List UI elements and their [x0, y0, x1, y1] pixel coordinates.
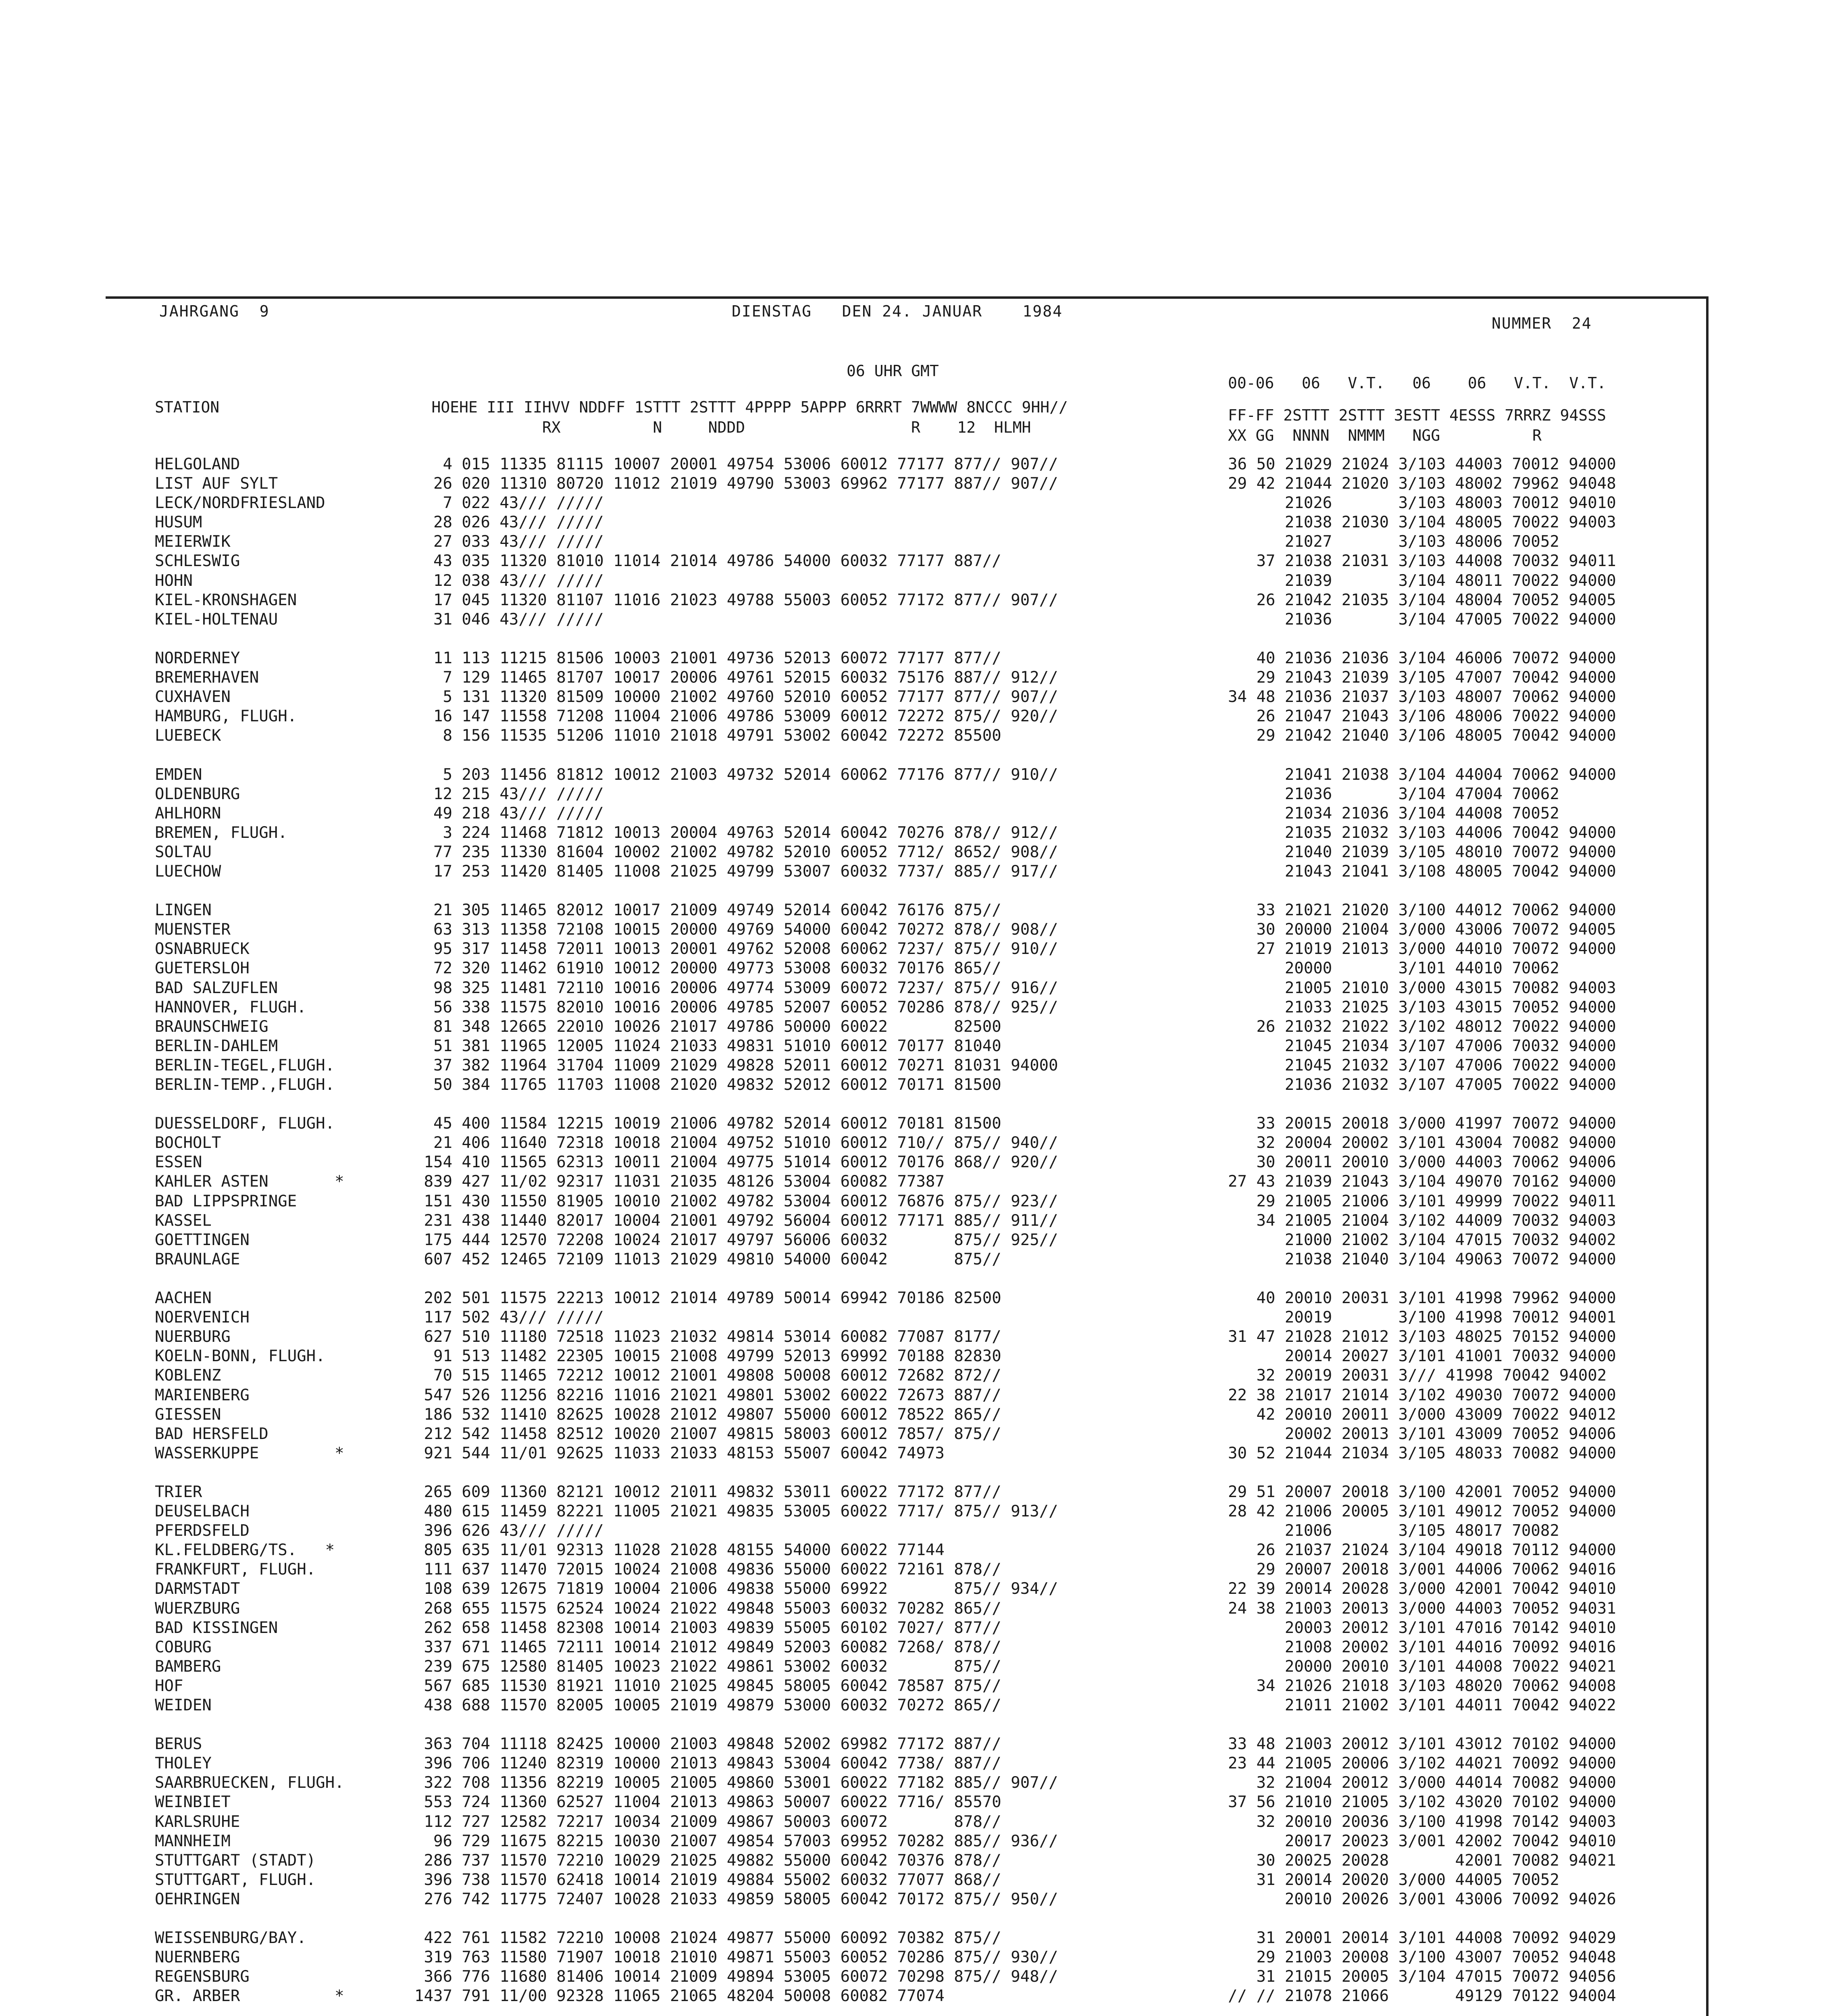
- station-name: KL.FELDBERG/TS. *: [155, 1541, 335, 1560]
- station-name: LUEBECK: [155, 727, 221, 745]
- group-spacer: [414, 881, 1058, 901]
- station-name: EMDEN: [155, 765, 202, 784]
- synop-row-left: 921 544 11/01 92625 11033 21033 48153 55007 60042 74973: [414, 1444, 945, 1462]
- synop-row-right: 37 21038 21031 3/103 44008 70032 94011: [1228, 552, 1616, 571]
- synop-row-left: 154 410 11565 62313 10011 21004 49775 51014 60012 70176 868// 920//: [414, 1153, 1058, 1172]
- station-name: NOERVENICH: [155, 1308, 250, 1327]
- station-name: AACHEN: [155, 1289, 212, 1308]
- group-spacer: [414, 1715, 1058, 1735]
- synop-row-right: 23 44 21005 20006 3/102 44021 70092 94000: [1228, 1754, 1616, 1773]
- synop-row-right: 22 39 20014 20028 3/000 42001 70042 94010: [1228, 1580, 1616, 1598]
- synop-row-right: 42 20010 20011 3/000 43009 70022 94012: [1228, 1405, 1616, 1424]
- synop-row-left: 805 635 11/01 92313 11028 21028 48155 54000 60022 77144: [414, 1541, 945, 1560]
- station-name: STUTTGART, FLUGH.: [155, 1870, 316, 1889]
- synop-row-right: 31 20014 20020 3/000 44005 70052: [1228, 1870, 1559, 1889]
- synop-row-left: 28 026 43/// /////: [414, 513, 604, 532]
- station-name: REGENSBURG: [155, 1968, 250, 1986]
- station-name: HOF: [155, 1677, 183, 1695]
- synop-row-left: 8 156 11535 51206 11010 21018 49791 53002 60042 72272 85500: [414, 727, 1001, 745]
- synop-row-right: 31 47 21028 21012 3/103 48025 70152 94000: [1228, 1328, 1616, 1346]
- station-name: GR. ARBER *: [155, 1987, 344, 2006]
- synop-row-left: 108 639 12675 71819 10004 21006 49838 55000 69922 875// 934//: [414, 1580, 1058, 1598]
- synop-row-left: 175 444 12570 72208 10024 21017 49797 56006 60032 875// 925//: [414, 1231, 1058, 1249]
- group-spacer: [155, 1715, 344, 1735]
- synop-row-right: 27 43 21039 21043 3/104 49070 70162 94000: [1228, 1173, 1616, 1191]
- station-name: KOELN-BONN, FLUGH.: [155, 1347, 325, 1366]
- synop-row-left: 49 218 43/// /////: [414, 804, 604, 823]
- station-name: AHLHORN: [155, 804, 221, 823]
- synop-row-right: 20019 3/100 41998 70012 94001: [1228, 1308, 1616, 1327]
- station-name: KOBLENZ: [155, 1366, 221, 1385]
- synop-row-left: 268 655 11575 62524 10024 21022 49848 55003 60032 70282 865//: [414, 1599, 1001, 1618]
- synop-row-right: 24 38 21003 20013 3/000 44003 70052 94031: [1228, 1599, 1616, 1618]
- station-name: SCHLESWIG: [155, 552, 240, 571]
- group-spacer: [1228, 1715, 1616, 1735]
- station-name: HUSUM: [155, 513, 202, 532]
- group-spacer: [155, 881, 344, 901]
- station-name: BAD HERSFELD: [155, 1425, 268, 1443]
- synop-row-left: 319 763 11580 71907 10018 21010 49871 55003 60052 70286 875// 930//: [414, 1948, 1058, 1967]
- group-spacer: [1228, 629, 1616, 649]
- station-names: [155, 455, 344, 2016]
- synop-row-left: 567 685 11530 81921 11010 21025 49845 58005 60042 78587 875//: [414, 1677, 1001, 1695]
- issue-date: DIENSTAG DEN 24. JANUAR 1984: [732, 302, 1063, 320]
- synop-row-left: 43 035 11320 81010 11014 21014 49786 54000 60032 77177 887//: [414, 552, 1001, 571]
- synop-row-right: 21045 21034 3/107 47006 70032 94000: [1228, 1037, 1616, 1055]
- station-name: HOHN: [155, 571, 193, 590]
- synop-row-left: 112 727 12582 72217 10034 21009 49867 50003 60072 878//: [414, 1812, 1001, 1831]
- synop-row-left: 5 203 11456 81812 10012 21003 49732 52014 60062 77176 877// 910//: [414, 765, 1058, 784]
- synop-row-right: 20014 20027 3/101 41001 70032 94000: [1228, 1347, 1616, 1366]
- station-name: LINGEN: [155, 901, 212, 920]
- synop-row-right: 32 20019 20031 3/// 41998 70042 94002: [1228, 1366, 1607, 1385]
- right-column-headers-1: FF-FF 2STTT 2STTT 3ESTT 4ESSS 7RRRZ 94SSS: [1228, 406, 1606, 424]
- synop-row-right: 34 21026 21018 3/103 48020 70062 94008: [1228, 1677, 1616, 1695]
- group-spacer: [1228, 1909, 1616, 1929]
- station-name: DARMSTADT: [155, 1580, 240, 1598]
- synop-row-left: 607 452 12465 72109 11013 21029 49810 54000 60042 875//: [414, 1250, 1001, 1268]
- synop-row-left: 262 658 11458 82308 10014 21003 49839 55005 60102 7027/ 877//: [414, 1618, 1001, 1637]
- synop-row-right: 29 51 20007 20018 3/100 42001 70052 94000: [1228, 1483, 1616, 1501]
- synop-row-left: 17 045 11320 81107 11016 21023 49788 55003 60052 77172 877// 907//: [414, 591, 1058, 609]
- synop-row-right: 20002 20013 3/101 43009 70052 94006: [1228, 1425, 1616, 1443]
- group-spacer: [1228, 1269, 1616, 1289]
- synop-row-left: 363 704 11118 82425 10000 21003 49848 52002 69982 77172 887//: [414, 1735, 1001, 1754]
- synop-row-right: 21006 3/105 48017 70082: [1228, 1522, 1559, 1540]
- synop-row-right: 28 42 21006 20005 3/101 49012 70052 94000: [1228, 1502, 1616, 1521]
- synop-row-left: 50 384 11765 11703 11008 21020 49832 52012 60012 70171 81500: [414, 1076, 1001, 1094]
- station-name: COBURG: [155, 1638, 212, 1656]
- station-name: HAMBURG, FLUGH.: [155, 707, 297, 726]
- group-spacer: [155, 746, 344, 765]
- synop-row-left: 265 609 11360 82121 10012 21011 49832 53011 60022 77172 877//: [414, 1483, 1001, 1501]
- station-name: GIESSEN: [155, 1405, 221, 1424]
- synop-row-left: 56 338 11575 82010 10016 20006 49785 52007 60052 70286 878// 925//: [414, 998, 1058, 1016]
- station-name: MUENSTER: [155, 921, 231, 939]
- synop-row-left: 70 515 11465 72212 10012 21001 49808 50008 60012 72682 872//: [414, 1366, 1001, 1385]
- station-name: STUTTGART (STADT): [155, 1851, 316, 1870]
- synop-row-left: 553 724 11360 62527 11004 21013 49863 50007 60022 7716/ 85570: [414, 1793, 1001, 1812]
- station-name: THOLEY: [155, 1754, 212, 1773]
- synop-row-left: 27 033 43/// /////: [414, 533, 604, 551]
- synop-row-right: 21027 3/103 48006 70052: [1228, 533, 1559, 551]
- synop-row-left: 26 020 11310 80720 11012 21019 49790 53003 69962 77177 887// 907//: [414, 475, 1058, 493]
- group-spacer: [414, 1269, 1058, 1289]
- group-spacer: [414, 629, 1058, 649]
- group-spacer: [414, 746, 1058, 765]
- group-spacer: [414, 2006, 1058, 2016]
- synop-row-left: 151 430 11550 81905 10010 21002 49782 53004 60012 76876 875// 923//: [414, 1192, 1058, 1210]
- synop-row-right: 21005 21010 3/000 43015 70082 94003: [1228, 979, 1616, 997]
- station-name: GUETERSLOH: [155, 959, 250, 978]
- synop-row-right: // // 21078 21066 49129 70122 94004: [1228, 1987, 1616, 2006]
- issue-number: NUMMER 24: [1492, 314, 1592, 332]
- station-name: KASSEL: [155, 1211, 212, 1230]
- synop-row-left: 839 427 11/02 92317 11031 21035 48126 53004 60082 77387: [414, 1173, 945, 1191]
- station-name: SOLTAU: [155, 843, 212, 861]
- synop-row-right: 36 50 21029 21024 3/103 44003 70012 94000: [1228, 455, 1616, 473]
- synop-row-left: 12 215 43/// /////: [414, 785, 604, 803]
- synop-row-right: 26 21042 21035 3/104 48004 70052 94005: [1228, 591, 1616, 609]
- synop-row-right: 29 21003 20008 3/100 43007 70052 94048: [1228, 1948, 1616, 1967]
- synop-row-left: 51 381 11965 12005 11024 21033 49831 51010 60012 70177 81040: [414, 1037, 1001, 1055]
- synop-row-right: 30 52 21044 21034 3/105 48033 70082 94000: [1228, 1444, 1616, 1462]
- synop-row-right: 40 21036 21036 3/104 46006 70072 94000: [1228, 649, 1616, 667]
- synop-row-right: 21040 21039 3/105 48010 70072 94000: [1228, 843, 1616, 861]
- synop-row-right: 29 21005 21006 3/101 49999 70022 94011: [1228, 1192, 1616, 1210]
- synop-row-left: 286 737 11570 72210 10029 21025 49882 55000 60042 70376 878//: [414, 1851, 1001, 1870]
- synop-row-right: 34 48 21036 21037 3/103 48007 70062 94000: [1228, 688, 1616, 706]
- synop-row-left: 186 532 11410 82625 10028 21012 49807 55000 60012 78522 865//: [414, 1405, 1001, 1424]
- station-name: LUECHOW: [155, 862, 221, 881]
- station-name: SAARBRUECKEN, FLUGH.: [155, 1774, 344, 1792]
- synop-row-left: 212 542 11458 82512 10020 21007 49815 58003 60012 7857/ 875//: [414, 1425, 1001, 1443]
- synop-row-left: 31 046 43/// /////: [414, 610, 604, 629]
- station-name: WUERZBURG: [155, 1599, 240, 1618]
- synop-row-right: 30 20011 20010 3/000 44003 70062 94006: [1228, 1153, 1616, 1172]
- synop-row-left: 422 761 11582 72210 10008 21024 49877 55000 60092 70382 875//: [414, 1929, 1001, 1947]
- synop-row-left: 7 129 11465 81707 10017 20006 49761 52015 60032 75176 887// 912//: [414, 669, 1058, 687]
- synop-row-right: 34 21005 21004 3/102 44009 70032 94003: [1228, 1211, 1616, 1230]
- synop-data-right: [1228, 455, 1616, 2016]
- synop-row-left: 72 320 11462 61910 10012 20000 49773 53008 60032 70176 865//: [414, 959, 1001, 978]
- synop-row-left: 117 502 43/// /////: [414, 1308, 604, 1327]
- station-name: CUXHAVEN: [155, 688, 231, 706]
- group-spacer: [1228, 2006, 1616, 2016]
- station-name: BREMEN, FLUGH.: [155, 823, 287, 842]
- station-name: BRAUNLAGE: [155, 1250, 240, 1268]
- synop-row-right: 20003 20012 3/101 47016 70142 94010: [1228, 1618, 1616, 1637]
- volume-label: JAHRGANG 9: [159, 302, 270, 320]
- station-name: WASSERKUPPE *: [155, 1444, 344, 1462]
- synop-row-right: 27 21019 21013 3/000 44010 70072 94000: [1228, 940, 1616, 958]
- group-spacer: [155, 1095, 344, 1114]
- synop-row-right: 22 38 21017 21014 3/102 49030 70072 94000: [1228, 1386, 1616, 1404]
- station-name: MANNHEIM: [155, 1832, 231, 1850]
- synop-row-right: 21036 21032 3/107 47005 70022 94000: [1228, 1076, 1616, 1094]
- station-name: LIST AUF SYLT: [155, 475, 278, 493]
- synop-row-left: 627 510 11180 72518 11023 21032 49814 53014 60082 77087 8177/: [414, 1328, 1001, 1346]
- synop-row-left: 98 325 11481 72110 10016 20006 49774 53009 60072 7237/ 875// 916//: [414, 979, 1058, 997]
- synop-row-left: 37 382 11964 31704 11009 21029 49828 52011 60012 70271 81031 94000: [414, 1056, 1058, 1075]
- right-column-headers-2: XX GG NNNN NMMM NGG R: [1228, 427, 1542, 444]
- synop-row-left: 95 317 11458 72011 10013 20001 49762 52008 60062 7237/ 875// 910//: [414, 940, 1058, 958]
- synop-row-right: 32 21004 20012 3/000 44014 70082 94000: [1228, 1774, 1616, 1792]
- synop-row-right: 30 20000 21004 3/000 43006 70072 94005: [1228, 921, 1616, 939]
- synop-row-left: 96 729 11675 82215 10030 21007 49854 57003 69952 70282 885// 936//: [414, 1832, 1058, 1850]
- group-spacer: [1228, 881, 1616, 901]
- synop-row-right: 21038 21040 3/104 49063 70072 94000: [1228, 1250, 1616, 1268]
- station-name: TRIER: [155, 1483, 202, 1501]
- station-name: BAD LIPPSPRINGE: [155, 1192, 297, 1210]
- synop-row-right: 32 20004 20002 3/101 43004 70082 94000: [1228, 1134, 1616, 1152]
- synop-row-right: 33 48 21003 20012 3/101 43012 70102 94000: [1228, 1735, 1616, 1754]
- station-name: KIEL-KRONSHAGEN: [155, 591, 297, 609]
- synop-row-right: 26 21037 21024 3/104 49018 70112 94000: [1228, 1541, 1616, 1560]
- left-column-headers-2: RX N NDDD R 12 HLMH: [155, 419, 1031, 436]
- synop-row-right: 21034 21036 3/104 44008 70052: [1228, 804, 1559, 823]
- synop-row-left: 12 038 43/// /////: [414, 571, 604, 590]
- right-column-headers-0: 00-06 06 V.T. 06 06 V.T. V.T.: [1228, 374, 1606, 392]
- synop-row-right: 37 56 21010 21005 3/102 43020 70102 94000: [1228, 1793, 1616, 1812]
- synop-row-right: 21039 3/104 48011 70022 94000: [1228, 571, 1616, 590]
- synop-row-right: 31 21015 20005 3/104 47015 70072 94056: [1228, 1968, 1616, 1986]
- station-name: HELGOLAND: [155, 455, 240, 473]
- synop-row-right: 33 21021 21020 3/100 44012 70062 94000: [1228, 901, 1616, 920]
- synop-row-left: 438 688 11570 82005 10005 21019 49879 53000 60032 70272 865//: [414, 1696, 1001, 1714]
- group-spacer: [1228, 1095, 1616, 1114]
- left-column-headers-1: STATION HOEHE III IIHVV NDDFF 1STTT 2STTT 4PPPP 5APPP 6RRRT 7WWWW 8NCCC 9HH//: [155, 398, 1068, 416]
- station-name: BRAUNSCHWEIG: [155, 1017, 268, 1036]
- group-spacer: [1228, 746, 1616, 765]
- station-name: MEIERWIK: [155, 533, 231, 551]
- synop-row-right: 21036 3/104 47005 70022 94000: [1228, 610, 1616, 629]
- synop-row-right: 21043 21041 3/108 48005 70042 94000: [1228, 862, 1616, 881]
- synop-row-left: 396 706 11240 82319 10000 21013 49843 53004 60042 7738/ 887//: [414, 1754, 1001, 1773]
- synop-row-right: 21011 21002 3/101 44011 70042 94022: [1228, 1696, 1616, 1714]
- station-name: PFERDSFELD: [155, 1522, 250, 1540]
- synop-row-right: 21033 21025 3/103 43015 70052 94000: [1228, 998, 1616, 1016]
- station-name: BREMERHAVEN: [155, 669, 259, 687]
- synop-row-right: 29 20007 20018 3/001 44006 70062 94016: [1228, 1560, 1616, 1579]
- synop-row-left: 45 400 11584 12215 10019 21006 49782 52014 60012 70181 81500: [414, 1114, 1001, 1133]
- group-spacer: [414, 1909, 1058, 1929]
- synop-row-left: 231 438 11440 82017 10004 21001 49792 56004 60012 77171 885// 911//: [414, 1211, 1058, 1230]
- synop-row-right: 29 21042 21040 3/106 48005 70042 94000: [1228, 727, 1616, 745]
- synop-row-right: 26 21047 21043 3/106 48006 70022 94000: [1228, 707, 1616, 726]
- station-name: BAMBERG: [155, 1657, 221, 1676]
- station-name: OLDENBURG: [155, 785, 240, 803]
- group-spacer: [414, 1463, 1058, 1483]
- synop-row-right: 21008 20002 3/101 44016 70092 94016: [1228, 1638, 1616, 1656]
- group-spacer: [155, 2006, 344, 2016]
- synop-row-left: 547 526 11256 82216 11016 21021 49801 53002 60022 72673 887//: [414, 1386, 1001, 1404]
- synop-row-left: 322 708 11356 82219 10005 21005 49860 53001 60022 77182 885// 907//: [414, 1774, 1058, 1792]
- station-name: BOCHOLT: [155, 1134, 221, 1152]
- station-name: WEISSENBURG/BAY.: [155, 1929, 306, 1947]
- station-name: NUERNBERG: [155, 1948, 240, 1967]
- synop-row-right: 32 20010 20036 3/100 41998 70142 94003: [1228, 1812, 1616, 1831]
- synop-row-right: 40 20010 20031 3/101 41998 79962 94000: [1228, 1289, 1616, 1308]
- group-spacer: [155, 629, 344, 649]
- station-name: WEINBIET: [155, 1793, 231, 1812]
- synop-row-left: 480 615 11459 82221 11005 21021 49835 53005 60022 7717/ 875// 913//: [414, 1502, 1058, 1521]
- synop-row-left: 77 235 11330 81604 10002 21002 49782 52010 60052 7712/ 8652/ 908//: [414, 843, 1058, 861]
- synop-row-right: 31 20001 20014 3/101 44008 70092 94029: [1228, 1929, 1616, 1947]
- station-name: HANNOVER, FLUGH.: [155, 998, 306, 1016]
- station-name: LECK/NORDFRIESLAND: [155, 494, 325, 512]
- station-name: NORDERNEY: [155, 649, 240, 667]
- station-name: WEIDEN: [155, 1696, 212, 1714]
- synop-row-left: 63 313 11358 72108 10015 20000 49769 54000 60042 70272 878// 908//: [414, 921, 1058, 939]
- synop-row-left: 21 305 11465 82012 10017 21009 49749 52014 60042 76176 875//: [414, 901, 1001, 920]
- station-name: BERLIN-TEMP.,FLUGH.: [155, 1076, 335, 1094]
- synop-row-left: 16 147 11558 71208 11004 21006 49786 53009 60012 72272 875// 920//: [414, 707, 1058, 726]
- synop-row-right: 29 21043 21039 3/105 47007 70042 94000: [1228, 669, 1616, 687]
- station-name: BAD KISSINGEN: [155, 1618, 278, 1637]
- synop-row-right: 29 42 21044 21020 3/103 48002 79962 94048: [1228, 475, 1616, 493]
- station-name: BERLIN-TEGEL,FLUGH.: [155, 1056, 335, 1075]
- synop-row-left: 21 406 11640 72318 10018 21004 49752 51010 60012 710// 875// 940//: [414, 1134, 1058, 1152]
- synop-row-left: 337 671 11465 72111 10014 21012 49849 52003 60082 7268/ 878//: [414, 1638, 1001, 1656]
- synop-row-right: 20017 20023 3/001 42002 70042 94010: [1228, 1832, 1616, 1850]
- synop-row-right: 30 20025 20028 42001 70082 94021: [1228, 1851, 1616, 1870]
- synop-row-left: 3 224 11468 71812 10013 20004 49763 52014 60042 70276 878// 912//: [414, 823, 1058, 842]
- station-name: OEHRINGEN: [155, 1890, 240, 1908]
- group-spacer: [155, 1463, 344, 1483]
- time-heading: 06 UHR GMT: [847, 362, 939, 380]
- synop-row-left: 91 513 11482 22305 10015 21008 49799 52013 69992 70188 82830: [414, 1347, 1001, 1366]
- station-name: NUERBURG: [155, 1328, 231, 1346]
- synop-row-left: 239 675 12580 81405 10023 21022 49861 53002 60032 875//: [414, 1657, 1001, 1676]
- group-spacer: [1228, 1463, 1616, 1483]
- synop-row-left: 276 742 11775 72407 10028 21033 49859 58005 60042 70172 875// 950//: [414, 1890, 1058, 1908]
- synop-row-right: 20010 20026 3/001 43006 70092 94026: [1228, 1890, 1616, 1908]
- synop-row-right: 21000 21002 3/104 47015 70032 94002: [1228, 1231, 1616, 1249]
- station-name: FRANKFURT, FLUGH.: [155, 1560, 316, 1579]
- synop-row-right: 21036 3/104 47004 70062: [1228, 785, 1559, 803]
- group-spacer: [155, 1269, 344, 1289]
- synop-row-right: 21045 21032 3/107 47006 70022 94000: [1228, 1056, 1616, 1075]
- synop-row-right: 33 20015 20018 3/000 41997 70072 94000: [1228, 1114, 1616, 1133]
- group-spacer: [155, 1909, 344, 1929]
- synop-row-right: 21035 21032 3/103 44006 70042 94000: [1228, 823, 1616, 842]
- group-spacer: [414, 1095, 1058, 1114]
- station-name: KAHLER ASTEN *: [155, 1173, 344, 1191]
- bulletin-header: [159, 302, 1707, 332]
- synop-row-left: 81 348 12665 22010 10026 21017 49786 50000 60022 82500: [414, 1017, 1001, 1036]
- synop-row-right: 21041 21038 3/104 44004 70062 94000: [1228, 765, 1616, 784]
- station-name: DEUSELBACH: [155, 1502, 250, 1521]
- station-name: ESSEN: [155, 1153, 202, 1172]
- synop-row-right: 21038 21030 3/104 48005 70022 94003: [1228, 513, 1616, 532]
- station-name: DUESSELDORF, FLUGH.: [155, 1114, 335, 1133]
- synop-row-right: 21026 3/103 48003 70012 94010: [1228, 494, 1616, 512]
- synop-row-left: 366 776 11680 81406 10014 21009 49894 53005 60072 70298 875// 948//: [414, 1968, 1058, 1986]
- station-name: KARLSRUHE: [155, 1812, 240, 1831]
- synop-data-left: [414, 455, 1058, 2016]
- synop-row-left: 1437 791 11/00 92328 11065 21065 48204 50008 60082 77074: [414, 1987, 945, 2006]
- synop-row-left: 396 738 11570 62418 10014 21019 49884 55002 60032 77077 868//: [414, 1870, 1001, 1889]
- station-name: MARIENBERG: [155, 1386, 250, 1404]
- synop-row-left: 4 015 11335 81115 10007 20001 49754 53006 60012 77177 877// 907//: [414, 455, 1058, 473]
- station-name: GOETTINGEN: [155, 1231, 250, 1249]
- synop-row-right: 20000 3/101 44010 70062: [1228, 959, 1559, 978]
- synop-row-left: 396 626 43/// /////: [414, 1522, 604, 1540]
- station-name: BERLIN-DAHLEM: [155, 1037, 278, 1055]
- synop-row-left: 11 113 11215 81506 10003 21001 49736 52013 60072 77177 877//: [414, 649, 1001, 667]
- station-name: KIEL-HOLTENAU: [155, 610, 278, 629]
- synop-row-left: 202 501 11575 22213 10012 21014 49789 50014 69942 70186 82500: [414, 1289, 1001, 1308]
- synop-row-left: 5 131 11320 81509 10000 21002 49760 52010 60052 77177 877// 907//: [414, 688, 1058, 706]
- synop-row-left: 17 253 11420 81405 11008 21025 49799 53007 60032 7737/ 885// 917//: [414, 862, 1058, 881]
- synop-row-right: 20000 20010 3/101 44008 70022 94021: [1228, 1657, 1616, 1676]
- station-name: OSNABRUECK: [155, 940, 250, 958]
- station-name: BAD SALZUFLEN: [155, 979, 278, 997]
- synop-row-right: 26 21032 21022 3/102 48012 70022 94000: [1228, 1017, 1616, 1036]
- station-name: BERUS: [155, 1735, 202, 1754]
- synop-row-left: 111 637 11470 72015 10024 21008 49836 55000 60022 72161 878//: [414, 1560, 1001, 1579]
- synop-row-left: 7 022 43/// /////: [414, 494, 604, 512]
